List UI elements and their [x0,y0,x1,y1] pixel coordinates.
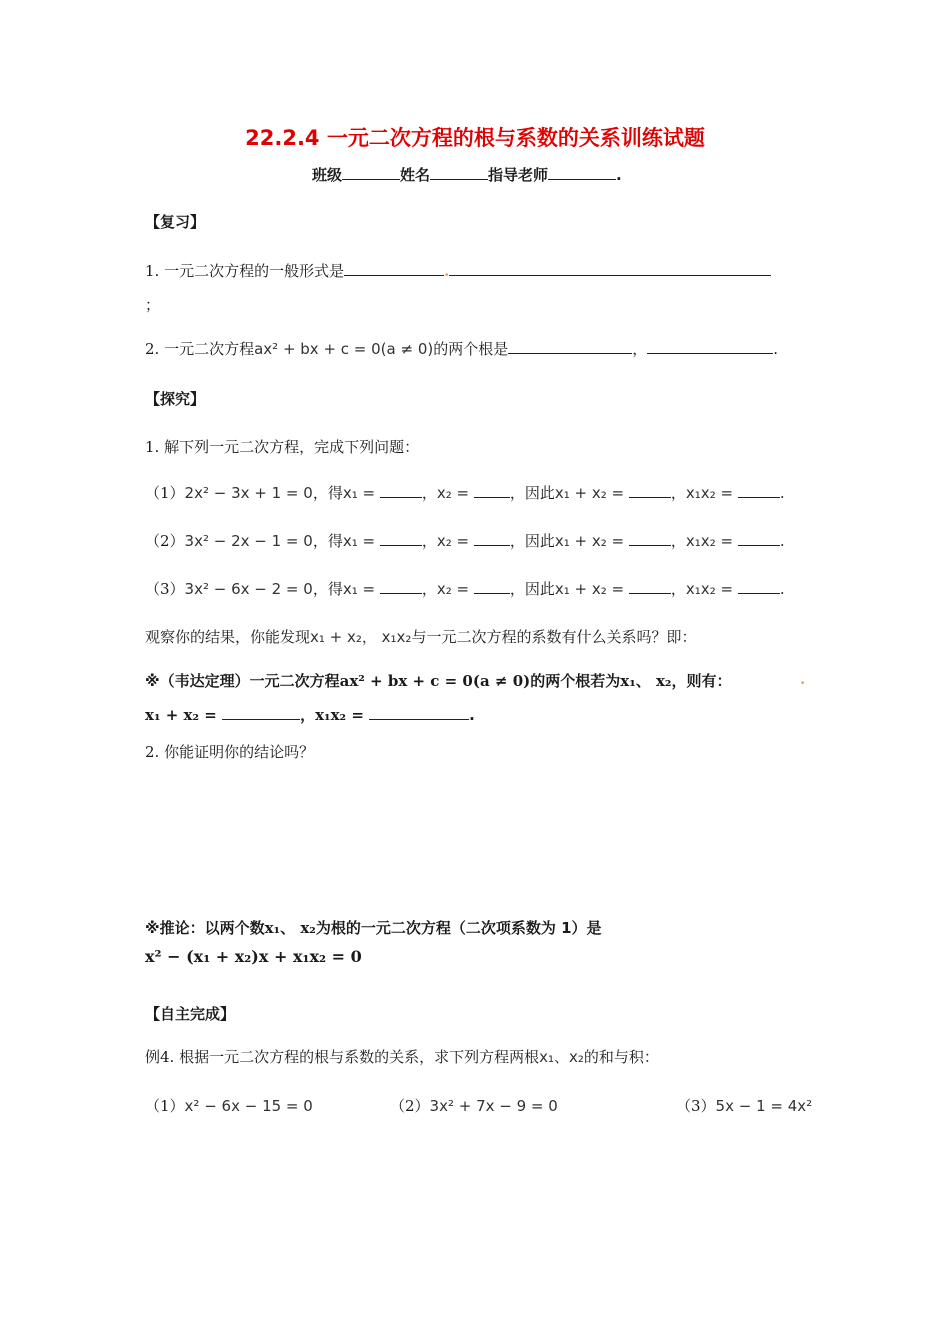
vieta-prod-blank[interactable] [369,705,469,720]
teacher-label: 指导老师 [488,166,549,184]
x2-label: x₂ = [436,484,470,502]
x2-label: x₂ = [436,580,470,598]
row-equation: 3x² − 6x − 2 = 0 [184,580,313,598]
row-number: （3） [145,580,185,598]
therefore: ，因此 [509,532,555,550]
problem-number: （2） [390,1097,430,1115]
vieta-equation: ax² + bx + c = 0(a ≠ 0) [339,672,531,690]
row-number: （1） [145,484,185,502]
problem-equation: 5x − 1 = 4x² [715,1097,813,1115]
example-prefix: 例4. 根据一元二次方程的根与系数的关系，求下列方程两根 [145,1048,540,1066]
inference-suffix: 为根的一元二次方程（二次项系数为 1）是 [315,919,602,937]
vieta-sum-blank[interactable] [222,705,300,720]
problem-2 [390,1095,558,1116]
orange-dot-mark-2: . [800,670,806,688]
row-de: ，得 [312,484,343,502]
inference-roots: x₁、 x₂ [264,919,316,937]
example-suffix: 的和与积： [583,1048,659,1066]
prod-label: x₁x₂ = [685,580,734,598]
vieta-prefix: ※（韦达定理）一元二次方程 [145,672,340,690]
self-heading: 【自主完成】 [145,1005,236,1023]
example-4 [145,1046,659,1067]
sum-label: x₁ + x₂ = [554,580,625,598]
observe-line [145,626,696,647]
x1-label: x₁ = [342,580,376,598]
vieta-end: ，则有： [671,672,732,690]
prod-blank[interactable] [738,483,780,498]
x1-blank[interactable] [380,579,422,594]
row-de: ，得 [312,580,343,598]
prod-label: x₁x₂ = [685,484,734,502]
problem-equation: 3x² + 7x − 9 = 0 [429,1097,558,1115]
prod-blank[interactable] [738,531,780,546]
orange-dot-mark: . [444,262,450,280]
vieta-roots: x₁、 x₂ [620,672,672,690]
prod-label: x₁x₂ = [685,532,734,550]
root-blank-1[interactable] [508,339,632,354]
row-equation: 2x² − 3x + 1 = 0 [184,484,313,502]
observe-suffix: 与一元二次方程的系数有什么关系吗？即： [411,628,697,646]
vieta-prod: x₁x₂ = [315,706,364,724]
x2-blank[interactable] [474,531,510,546]
problem-number: （3） [676,1097,716,1115]
x1-blank[interactable] [380,531,422,546]
class-label: 班级 [312,166,343,184]
review-q1 [145,260,771,281]
review-q2-equation: ax² + bx + c = 0(a ≠ 0) [254,340,434,358]
inference-prefix: ※推论：以两个数 [145,919,265,937]
vieta-mid: 的两个根若为 [530,672,621,690]
sum-label: x₁ + x₂ = [554,484,625,502]
x1-blank[interactable] [380,483,422,498]
review-heading: 【复习】 [145,213,206,231]
page-title: 22.2.4 一元二次方程的根与系数的关系训练试题 [245,126,705,150]
therefore: ，因此 [509,580,555,598]
name-blank[interactable] [430,165,488,180]
explore-row: （1）2x² − 3x + 1 = 0，得x₁ = ，x₂ = ，因此x₁ + x₂ = ，x₁x₂ = . [145,484,785,502]
header-end: . [616,166,622,184]
sum-blank[interactable] [629,579,671,594]
x2-blank[interactable] [474,483,510,498]
observe-terms: x₁ + x₂， x₁x₂ [310,628,412,646]
review-q2-prefix: 2. 一元二次方程 [145,340,255,358]
explore-q2: 2. 你能证明你的结论吗？ [145,743,315,761]
sum-blank[interactable] [629,483,671,498]
vieta-sum: x₁ + x₂ = [145,706,217,724]
review-q1-end: ； [145,296,161,314]
explore-row: （2）3x² − 2x − 1 = 0，得x₁ = ，x₂ = ，因此x₁ + x₂ = ，x₁x₂ = . [145,532,785,550]
problem-equation: x² − 6x − 15 = 0 [184,1097,313,1115]
review-q1-blank-b[interactable] [449,261,771,276]
header-fields [312,164,622,185]
sum-blank[interactable] [629,531,671,546]
row-equation: 3x² − 2x − 1 = 0 [184,532,313,550]
review-q2 [145,338,778,359]
review-q1-blank-a[interactable] [344,261,444,276]
name-label: 姓名 [400,166,431,184]
teacher-blank[interactable] [548,165,616,180]
period: . [773,340,779,358]
review-q1-text: 1. 一元二次方程的一般形式是 [145,262,345,280]
review-q2-suffix: 的两个根是 [433,340,509,358]
row-number: （2） [145,532,185,550]
x2-label: x₂ = [436,532,470,550]
explore-heading: 【探究】 [145,390,206,408]
root-blank-2[interactable] [647,339,773,354]
x2-blank[interactable] [474,579,510,594]
observe-prefix: 观察你的结果，你能发现 [145,628,311,646]
x1-label: x₁ = [342,484,376,502]
prod-blank[interactable] [738,579,780,594]
comma: ， [632,340,648,358]
therefore: ，因此 [509,484,555,502]
x1-label: x₁ = [342,532,376,550]
explore-q1: 1. 解下列一元二次方程，完成下列问题： [145,438,420,456]
class-blank[interactable] [342,165,400,180]
inference-line1 [145,917,602,938]
problem-1 [145,1095,313,1116]
example-roots: x₁、x₂ [539,1048,584,1066]
problem-number: （1） [145,1097,185,1115]
vieta-theorem [145,670,732,691]
problem-3 [676,1095,812,1116]
sum-label: x₁ + x₂ = [554,532,625,550]
explore-row: （3）3x² − 6x − 2 = 0，得x₁ = ，x₂ = ，因此x₁ + x₂ = ，x₁x₂ = . [145,580,785,598]
row-de: ，得 [312,532,343,550]
inference-equation: x² − (x₁ + x₂)x + x₁x₂ = 0 [145,947,362,966]
vieta-formulas: x₁ + x₂ = ，x₁x₂ = . [145,706,475,724]
